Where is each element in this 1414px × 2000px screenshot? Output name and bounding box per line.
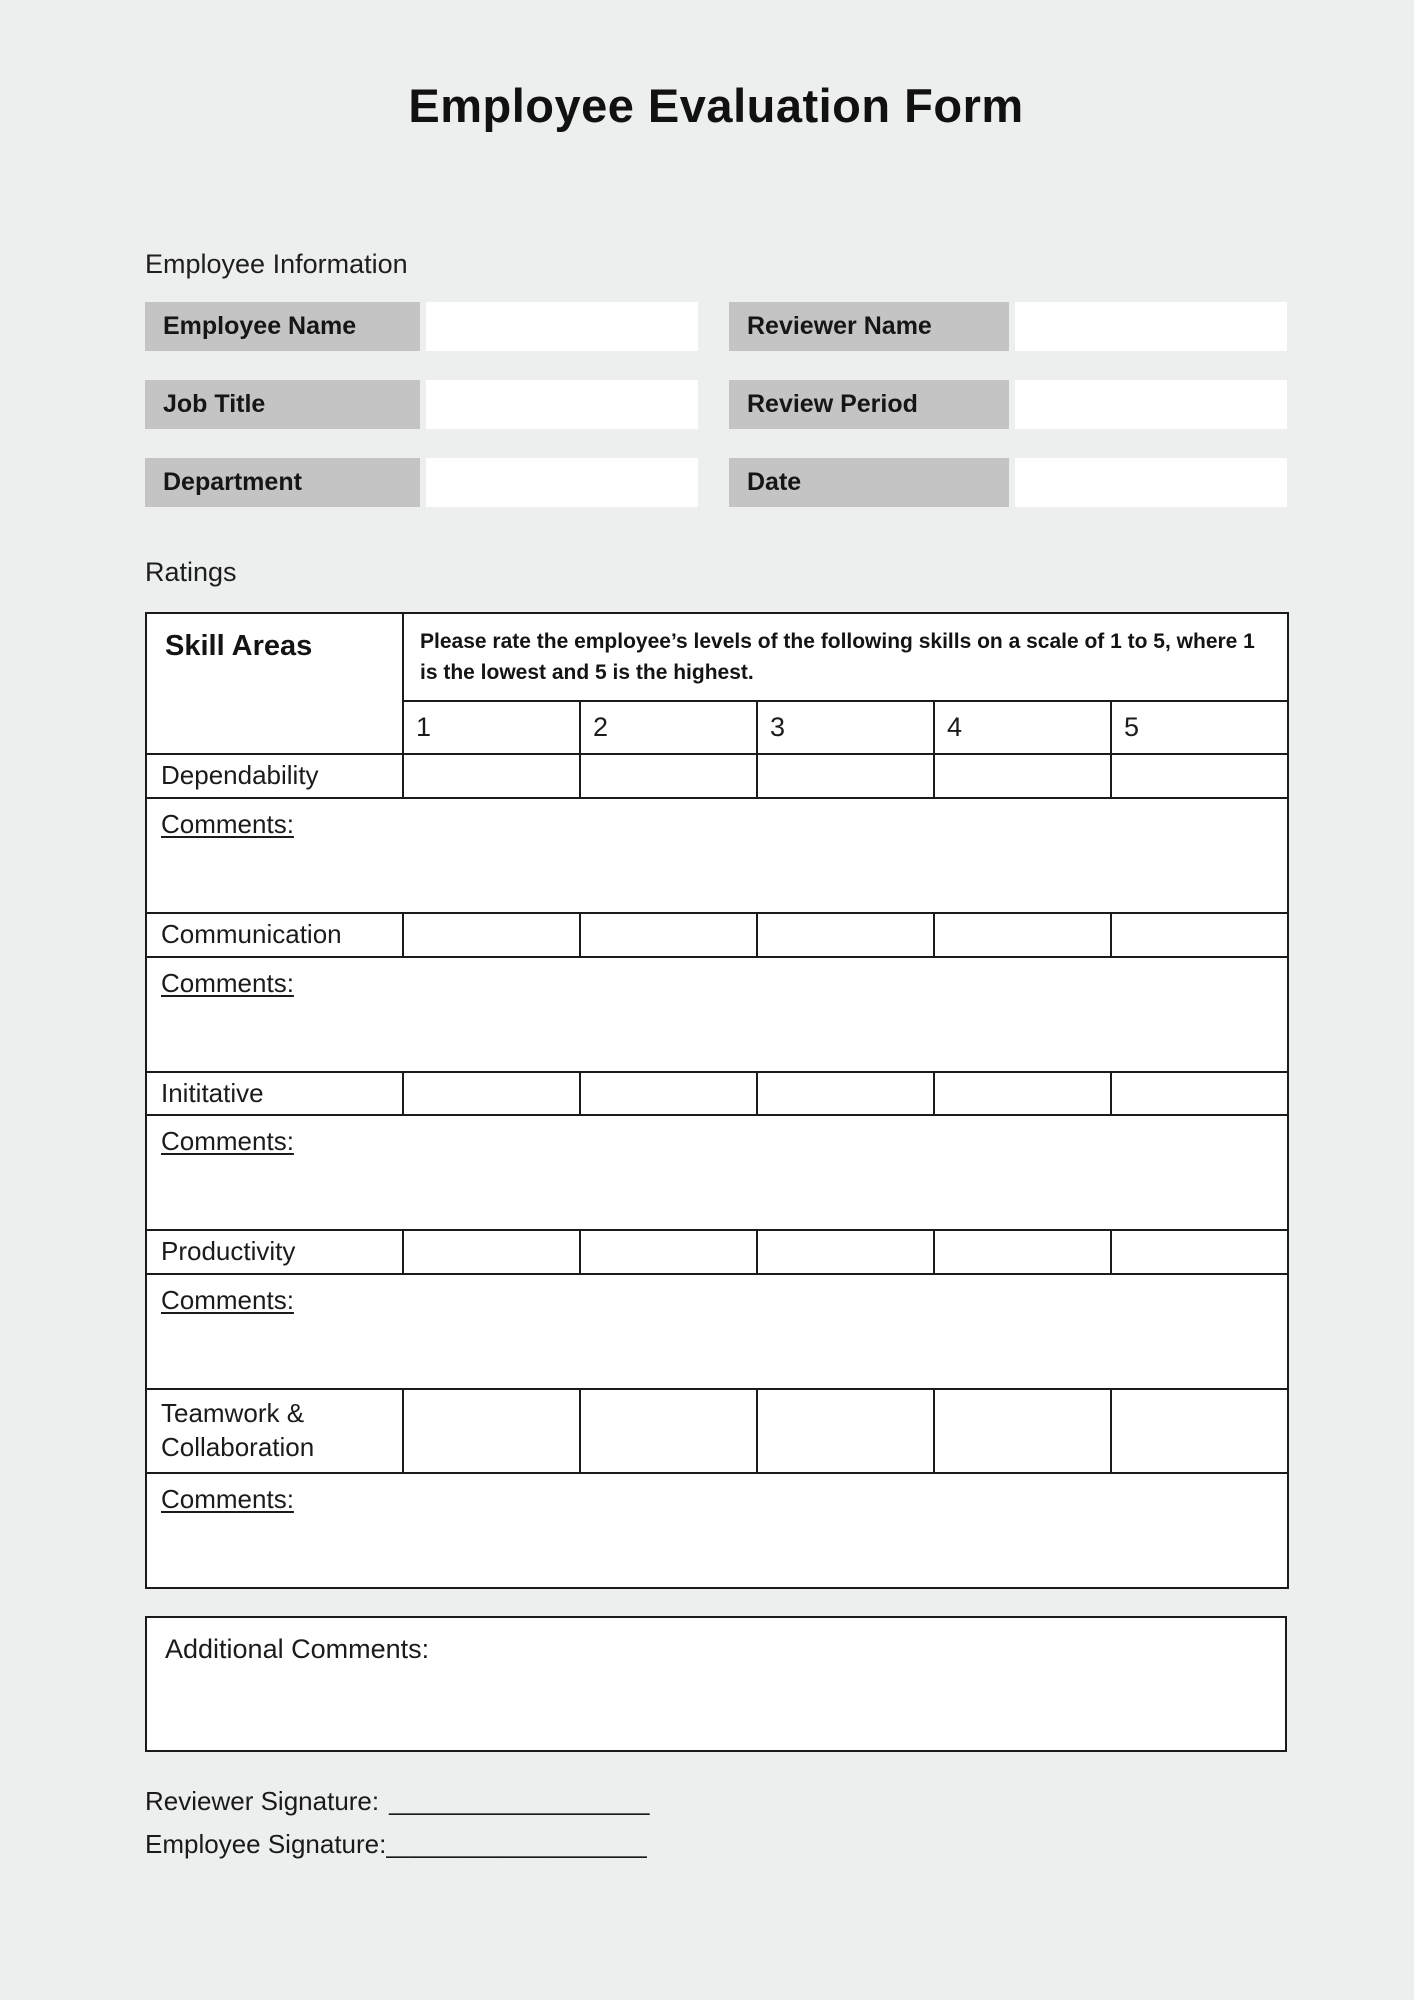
comments-row-communication [146, 957, 1288, 1072]
rating-dependability-4[interactable] [934, 754, 1111, 798]
reviewer-name-field [729, 302, 1287, 351]
rating-instructions: Please rate the employee’s levels of the following skills on a scale of 1 to 5, where 1 is the lowest and 5 is the highest. [403, 613, 1288, 701]
job-title-input[interactable] [426, 380, 698, 429]
info-row-3 [145, 458, 1287, 507]
reviewer-signature-row [145, 1780, 1287, 1823]
employee-name-input[interactable] [426, 302, 698, 351]
signatures-block [145, 1780, 1287, 1866]
rating-productivity-4[interactable] [934, 1230, 1111, 1274]
department-input[interactable] [426, 458, 698, 507]
scale-header-4: 4 [934, 701, 1111, 754]
review-period-field [729, 380, 1287, 429]
ratings-heading: Ratings [145, 557, 237, 587]
comments-label: Comments: [161, 967, 294, 998]
employee-signature-line[interactable]: __________________ [386, 1829, 647, 1860]
skill-row-dependability [146, 754, 1288, 798]
rating-communication-1[interactable] [403, 913, 580, 957]
rating-dependability-2[interactable] [580, 754, 757, 798]
ratings-section [145, 557, 1287, 1589]
date-input[interactable] [1015, 458, 1287, 507]
additional-comments-label: Additional Comments: [165, 1634, 430, 1665]
rating-inititative-5[interactable] [1111, 1072, 1288, 1116]
scale-header-1: 1 [403, 701, 580, 754]
comments-label: Comments: [161, 808, 294, 839]
employee-name-field [145, 302, 698, 351]
comments-label: Comments: [161, 1285, 294, 1316]
ratings-table [145, 612, 1289, 1589]
skill-name-teamwork: Teamwork & Collaboration [146, 1389, 403, 1473]
comments-row-dependability [146, 798, 1288, 913]
comments-row-teamwork [146, 1473, 1288, 1588]
rating-communication-4[interactable] [934, 913, 1111, 957]
rating-teamwork-1[interactable] [403, 1389, 580, 1473]
rating-teamwork-4[interactable] [934, 1389, 1111, 1473]
scale-header-3: 3 [757, 701, 934, 754]
rating-teamwork-5[interactable] [1111, 1389, 1288, 1473]
employee-info-section [145, 249, 1287, 507]
rating-dependability-5[interactable] [1111, 754, 1288, 798]
reviewer-signature-line[interactable]: __________________ [389, 1786, 650, 1817]
additional-comments-box[interactable] [145, 1616, 1287, 1752]
job-title-field [145, 380, 698, 429]
rating-productivity-5[interactable] [1111, 1230, 1288, 1274]
comments-label: Comments: [161, 1484, 294, 1515]
rating-communication-3[interactable] [757, 913, 934, 957]
skill-row-productivity [146, 1230, 1288, 1274]
job-title-label: Job Title [145, 380, 420, 429]
scale-header-2: 2 [580, 701, 757, 754]
comments-box-communication[interactable] [146, 957, 1288, 1072]
review-period-input[interactable] [1015, 380, 1287, 429]
department-field [145, 458, 698, 507]
comments-box-dependability[interactable] [146, 798, 1288, 913]
comments-box-teamwork[interactable] [146, 1473, 1288, 1588]
skill-row-inititative [146, 1072, 1288, 1116]
reviewer-name-input[interactable] [1015, 302, 1287, 351]
skill-name-dependability: Dependability [146, 754, 403, 798]
info-row-2 [145, 380, 1287, 429]
rating-inititative-3[interactable] [757, 1072, 934, 1116]
employee-name-label: Employee Name [145, 302, 420, 351]
review-period-label: Review Period [729, 380, 1009, 429]
comments-box-inititative[interactable] [146, 1115, 1288, 1230]
skill-name-inititative: Inititative [146, 1072, 403, 1116]
employee-signature-row [145, 1823, 1287, 1866]
rating-inititative-2[interactable] [580, 1072, 757, 1116]
rating-inititative-1[interactable] [403, 1072, 580, 1116]
rating-productivity-2[interactable] [580, 1230, 757, 1274]
scale-header-5: 5 [1111, 701, 1288, 754]
skill-row-communication [146, 913, 1288, 957]
skill-row-teamwork [146, 1389, 1288, 1473]
employee-info-grid [145, 302, 1287, 507]
employee-info-heading: Employee Information [145, 249, 408, 279]
date-field [729, 458, 1287, 507]
reviewer-signature-label: Reviewer Signature: [145, 1786, 380, 1817]
rating-productivity-3[interactable] [757, 1230, 934, 1274]
comments-row-productivity [146, 1274, 1288, 1389]
rating-productivity-1[interactable] [403, 1230, 580, 1274]
comments-label: Comments: [161, 1126, 294, 1157]
rating-dependability-3[interactable] [757, 754, 934, 798]
comments-box-productivity[interactable] [146, 1274, 1288, 1389]
rating-teamwork-3[interactable] [757, 1389, 934, 1473]
date-label: Date [729, 458, 1009, 507]
rating-dependability-1[interactable] [403, 754, 580, 798]
rating-teamwork-2[interactable] [580, 1389, 757, 1473]
skill-name-communication: Communication [146, 913, 403, 957]
skill-name-productivity: Productivity [146, 1230, 403, 1274]
rating-communication-5[interactable] [1111, 913, 1288, 957]
rating-communication-2[interactable] [580, 913, 757, 957]
department-label: Department [145, 458, 420, 507]
reviewer-name-label: Reviewer Name [729, 302, 1009, 351]
form-title: Employee Evaluation Form [408, 79, 1024, 132]
skill-areas-header: Skill Areas [146, 613, 403, 754]
info-row-1 [145, 302, 1287, 351]
employee-signature-label: Employee Signature: [145, 1829, 387, 1860]
comments-row-inititative [146, 1115, 1288, 1230]
rating-inititative-4[interactable] [934, 1072, 1111, 1116]
